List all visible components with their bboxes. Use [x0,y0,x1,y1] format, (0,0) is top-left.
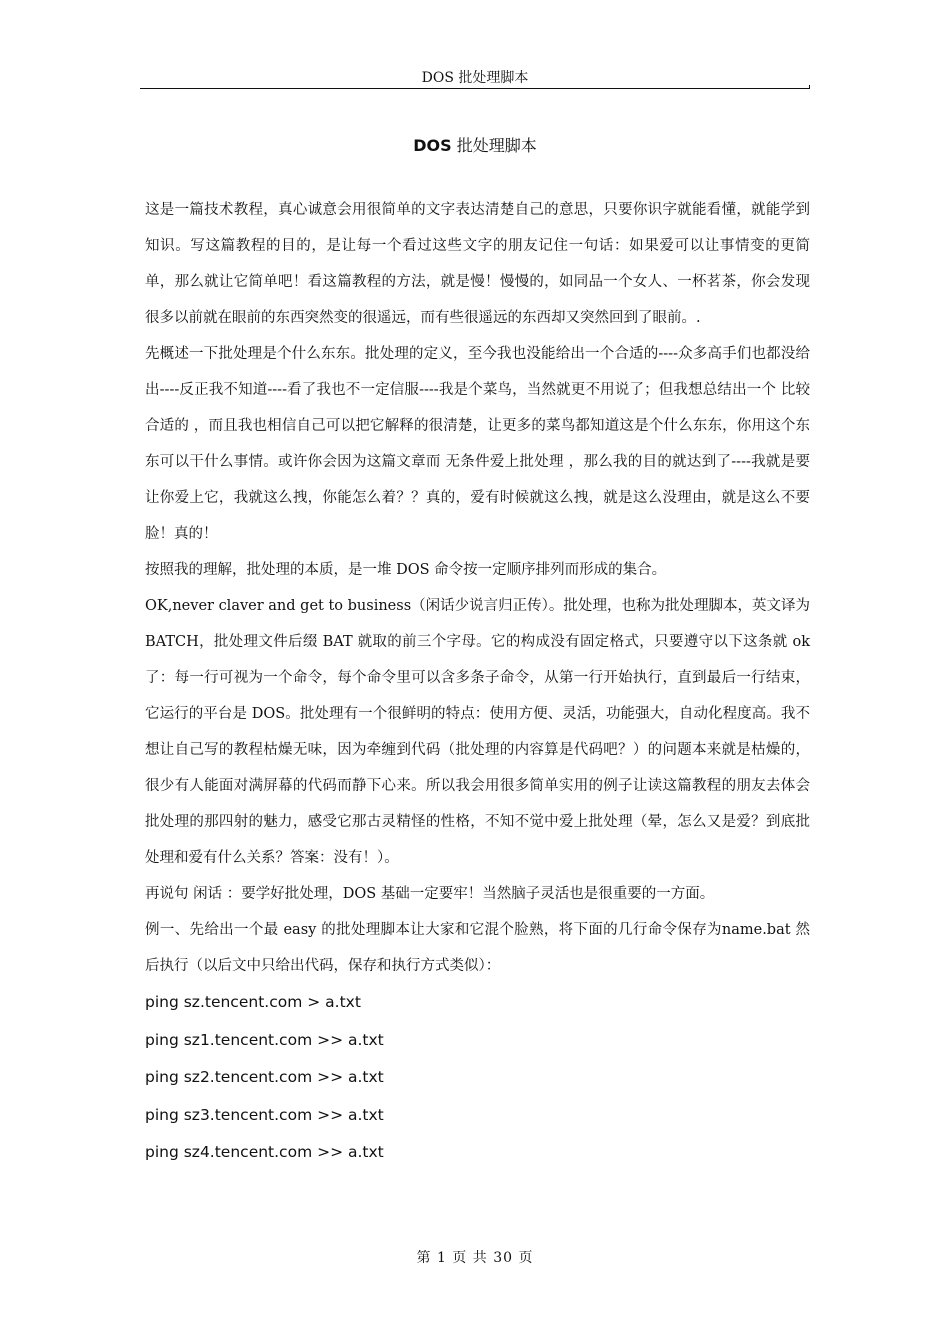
title-rest: 批处理脚本 [451,136,537,155]
code-line: ping sz.tencent.com > a.txt [145,993,361,1011]
title-latin: DOS [413,136,452,155]
document-body [145,192,810,1172]
page-footer: 第 1 页 共 30 页 [416,1250,534,1266]
page-header: DOS 批处理脚本 [421,70,529,86]
header-rule [140,88,810,89]
paragraph-overview: 先概述一下批处理是个什么东东。批处理的定义，至今我也没能给出一个合适的----众多高手们也都没给出----反正我不知道----看了我也不一定信服----我是个菜鸟，当然就更不用说了；但我想总结出一个 比较合适的 ，而且我也相信自己可以把它解释的很清楚，让更多的菜鸟都知道这是个什么东东，你用这个东东可以干什么事情。或许你会因为这篇文章而 无条件爱上批处理 ，那么我的目的就达到了----我就是要让你爱上它，我就这么拽，你能怎么着？？真的，爱有时候就这么拽，就是这么没理由，就是这么不要脸！真的！ [145,346,810,542]
paragraph-batch-definition: OK,never claver and get to business（闲话少说言归正传）。批处理，也称为批处理脚本，英文译为 BATCH，批处理文件后缀 BAT 就取的前三个字母。它的构成没有固定格式，只要遵守以下这条就 ok 了：每一行可视为一个命令，每个命令里可以含多条子命令，从第一行开始执行，直到最后一行结束，它运行的平台是 DOS。批处理有一个很鲜明的特点：使用方便、灵活，功能强大，自动化程度高。我不想让自己写的教程枯燥无味，因为牵缠到代码（批处理的内容算是代码吧？）的问题本来就是枯燥的，很少有人能面对满屏幕的代码而静下心来。所以我会用很多简单实用的例子让读这篇教程的朋友去体会批处理的那四射的魅力，感受它那古灵精怪的性格，不知不觉中爱上批处理（晕，怎么又是爱？到底批处理和爱有什么关系？答案：没有！）。 [145,598,810,866]
paragraph-intro: 这是一篇技术教程，真心诚意会用很简单的文字表达清楚自己的意思，只要你识字就能看懂，就能学到知识。写这篇教程的目的，是让每一个看过这些文字的朋友记住一句话：如果爱可以让事情变的更简单，那么就让它简单吧！看这篇教程的方法，就是慢！慢慢的，如同品一个女人、一杯茗茶，你会发现很多以前就在眼前的东西突然变的很遥远，而有些很遥远的东西却又突然回到了眼前。. [145,202,810,326]
paragraph-dos-basics: 再说句 闲话 ：要学好批处理，DOS 基础一定要牢！当然脑子灵活也是很重要的一方面。 [145,886,715,902]
paragraph-example-one: 例一、先给出一个最 easy 的批处理脚本让大家和它混个脸熟，将下面的几行命令保存为name.bat 然后执行（以后文中只给出代码，保存和执行方式类似）： [145,922,810,974]
document-title [140,134,810,158]
code-line: ping sz2.tencent.com >> a.txt [145,1068,384,1086]
code-line: ping sz1.tencent.com >> a.txt [145,1030,384,1049]
paragraph-essence: 按照我的理解，批处理的本质，是一堆 DOS 命令按一定顺序排列而形成的集合。 [145,562,667,578]
code-line: ping sz4.tencent.com >> a.txt [145,1143,384,1161]
code-line: ping sz3.tencent.com >> a.txt [145,1105,384,1124]
